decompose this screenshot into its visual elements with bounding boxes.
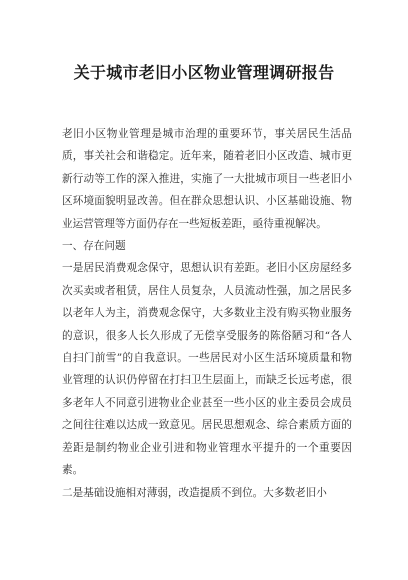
paragraph-problem-one: 一是居民消费观念保守，思想认识有差距。老旧小区房屋经多次买卖或者租赁，居住人员复杂，人员流动性强，加之居民多以老年人为主，消费观念保守，大多数业主没有购买物业服务的意识，很多人长久形成了无偿享受服务的陈俗陋习和“各人自扫门前雪”的自我意识。一些居民对小区生活环境质量和物业管理的认识仍停留在打扫卫生层面上，而缺乏长远考虑，很多老年人不同意引进物业企业甚至一些小区的业主委员会成员之间往往难以达成一致意见。居民思想观念、综合素质方面的差距是制约物业企业引进和物业管理水平提升的一个重要因素。: [62, 262, 352, 477]
section-heading-problems: 一、存在问题: [62, 240, 126, 253]
document-title: 关于城市老旧小区物业管理调研报告: [73, 63, 335, 82]
paragraph-intro: 老旧小区物业管理是城市治理的重要环节，事关居民生活品质，事关社会和谐稳定。近年来，随着老旧小区改造、城市更新行动等工作的深入推进，实施了一大批城市项目一些老旧小区环境面貌明显改善。但在群众思想认识、小区基础设施、物业运营管理等方面仍存在一些短板差距，亟待重视解决。: [62, 128, 352, 230]
paragraph-problem-two: 二是基础设施相对薄弱，改造提质不到位。大多数老旧小: [62, 486, 327, 499]
document-body: [62, 123, 352, 504]
